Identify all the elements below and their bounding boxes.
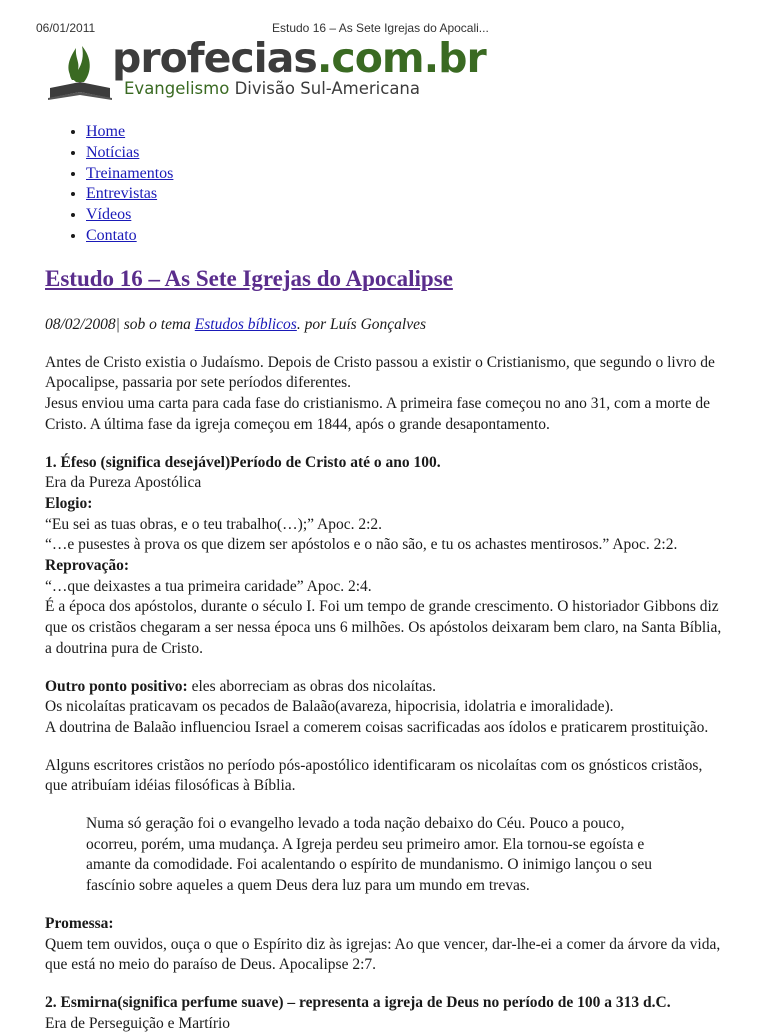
category-link[interactable]: Estudos bíblicos [194, 316, 297, 333]
article [45, 264, 725, 1034]
section-2-heading: 2. Esmirna(significa perfume suave) – representa a igreja de Deus no período de 100 a 313 d.C. [45, 993, 671, 1011]
section-1-era: Era da Pureza Apostólica [45, 474, 202, 492]
nav-link-noticias[interactable]: Notícias [86, 143, 140, 161]
positive-label: Outro ponto positivo: [45, 677, 188, 695]
nicolaitas-text-2: A doutrina de Balaão influenciou Israel a comerem coisas sacrificadas aos ídolos e praticarem prostituição. [45, 718, 709, 736]
article-title[interactable]: Estudo 16 – As Sete Igrejas do Apocalipse [45, 266, 453, 291]
gnostic-paragraph: Alguns escritores cristãos no período pós-apostólico identificaram os nicolaítas com os gnósticos cristãos, que atribuíam idéias filosóficas à Bíblia. [45, 756, 703, 795]
section-1-heading: 1. Éfeso (significa desejável)Período de Cristo até o ano 100. [45, 453, 441, 471]
nav-link-videos[interactable]: Vídeos [86, 206, 132, 224]
main-nav [46, 122, 173, 247]
reprovacao-quote: “…que deixastes a tua primeira caridade” Apoc. 2:4. [45, 577, 372, 595]
article-byline: 08/02/2008| sob o tema Estudos bíblicos. por Luís Gonçalves [45, 316, 427, 333]
nicolaitas-text-1: Os nicolaítas praticavam os pecados de Balaão(avareza, hipocrisia, idolatria e imoralidade). [45, 698, 614, 716]
site-brand: profecias.com.br [112, 34, 486, 82]
nav-item-videos [86, 205, 173, 226]
print-doc-title: Estudo 16 – As Sete Igrejas do Apocali... [272, 21, 489, 35]
nav-link-entrevistas[interactable]: Entrevistas [86, 185, 158, 203]
elogio-quote-2: “…e pusestes à prova os que dizem ser apóstolos e o não são, e tu os achastes mentirosos.” Apoc. 2:2. [45, 536, 678, 554]
print-header [0, 0, 768, 38]
nav-link-contato[interactable]: Contato [86, 226, 137, 244]
nav-item-noticias [86, 143, 173, 164]
nav-item-contato [86, 226, 173, 247]
nav-link-home[interactable]: Home [86, 123, 126, 140]
site-tagline: Evangelismo Divisão Sul-Americana [124, 79, 421, 98]
nav-item-home [86, 122, 173, 143]
intro-paragraph-2: Jesus enviou uma carta para cada fase do cristianismo. A primeira fase começou no ano 31, com a morte de Cristo. A última fase da igreja começou em 1844, após o grande desapontamento. [45, 395, 710, 433]
nav-item-treinamentos [86, 164, 173, 185]
reprovacao-text: É a época dos apóstolos, durante o século I. Foi um tempo de grande crescimento. O historiador Gibbons diz que os cristãos chegaram a ser nessa época uns 6 milhões. Os apóstolos deixaram bem claro, na Santa Bíblia, a doutrina pura de Cristo. [45, 598, 722, 657]
intro [45, 353, 725, 436]
intro-paragraph-1: Antes de Cristo existia o Judaísmo. Depois de Cristo passou a existir o Cristianismo, que segundo o livro de Apocalipse, passaria por sete períodos diferentes. [45, 353, 715, 392]
nav-item-entrevistas [86, 184, 173, 205]
promise-label: Promessa: [45, 914, 114, 932]
promise [45, 914, 725, 976]
section-esmirna [45, 993, 725, 1034]
print-date: 06/01/2011 [36, 21, 96, 35]
blockquote: Numa só geração foi o evangelho levado a toda nação debaixo do Céu. Pouco a pouco, ocorreu, porém, uma mudança. A Igreja perdeu seu primeiro amor. Ela tornou-se egoísta e amante da comodidade. Foi acalentando o espírito de mundanismo. O inimigo lançou o seu fascínio sobre aqueles a quem Deus dera luz para um mundo em trevas. [86, 815, 653, 895]
section-2-era: Era de Perseguição e Martírio [45, 1014, 231, 1032]
site-logo[interactable] [46, 34, 486, 106]
nav-link-treinamentos[interactable]: Treinamentos [86, 164, 174, 182]
positive-text: eles aborreciam as obras dos nicolaítas. [187, 677, 437, 695]
elogio-label: Elogio: [45, 494, 93, 512]
promise-text: Quem tem ouvidos, ouça o que o Espírito diz às igrejas: Ao que vencer, dar-lhe-ei a comer da árvore da vida, que está no meio do paraíso de Deus. Apocalipse 2:7. [45, 935, 721, 974]
section-efeso [45, 453, 725, 660]
reprovacao-label: Reprovação: [45, 557, 130, 575]
flame-book-icon [46, 38, 116, 104]
positive-point [45, 677, 725, 739]
elogio-quote-1: “Eu sei as tuas obras, e o teu trabalho(…);” Apoc. 2:2. [45, 515, 383, 533]
